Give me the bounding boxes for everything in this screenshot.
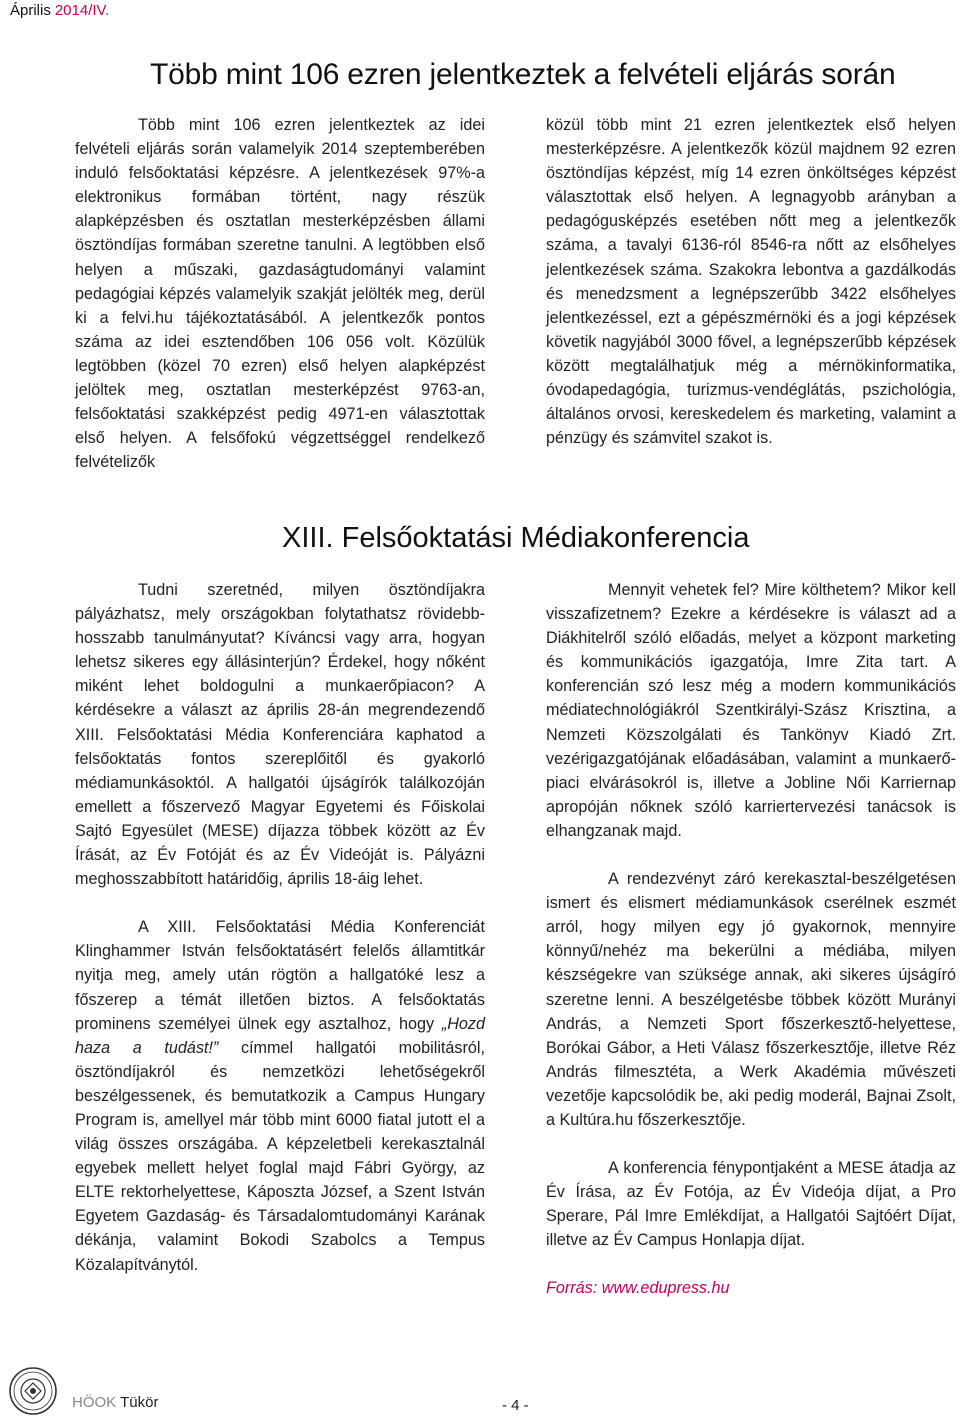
header-issue: 2014/IV. <box>54 2 110 19</box>
hook-seal-logo-icon <box>8 1366 58 1416</box>
article2-left-p2-start: A XIII. Felsőoktatási Média Konferenciát Klinghammer István felsőoktatásért felelős államtitkár nyitja meg, amely után rögtön a hallgatóké lesz a főszerep a témát illetően biztos. A felsőoktatás prominens személyei ülnek egy asztalhoz, hogy <box>75 918 485 1033</box>
article2-left-paragraph-2 <box>75 915 485 1276</box>
footer-brand-suffix: Tükör <box>120 1394 159 1411</box>
article-title-applications: Több mint 106 ezren jelentkeztek a felvételi eljárás során <box>150 58 896 91</box>
source-link[interactable]: Forrás: www.edupress.hu <box>546 1279 730 1298</box>
page-header <box>10 2 109 19</box>
article2-right-column <box>546 578 956 1301</box>
article1-left-column <box>75 113 485 474</box>
article2-left-paragraph-1: Tudni szeretnéd, milyen ösztöndíjakra pályázhatsz, mely országokban folytathatsz rövidebb-hosszabb tanulmányutat? Kíváncsi vagy arra, hogyan lehetsz sikeres egy állásinterjún? Érdekel, hogy nőként miként lehet boldogulni a munkaerőpiacon? A kérdésekre a választ az április 28-án megrendezendő XIII. Felsőoktatási Média Konferenciára kaphatod a felsőoktatás fontos szereplőitől és gyakorló médiamunkásoktól. A hallgatói újságírók találkozóján emellett a főszervező Magyar Egyetemi és Főiskolai Sajtó Egyesület (MESE) díjazza többek között az Év Írását, az Év Fotóját és az Év Videóját is. Pályázni meghosszabbított határidőig, április 18-áig lehet. <box>75 581 485 889</box>
footer-brand <box>72 1394 158 1411</box>
article2-right-paragraph-3: A konferencia fénypontjaként a MESE átadja az Év Írása, az Év Fotója, az Év Videója díjat, a Pro Sperare, Pál Imre Emlékdíjat, a Hallgatói Sajtóért Díjat, illetve az Év Campus Honlapja díjat. <box>546 1159 956 1250</box>
article2-left-column <box>75 578 485 1277</box>
article-title-media-conference: XIII. Felsőoktatási Médiakonferencia <box>282 522 750 554</box>
article1-right-paragraph: közül több mint 21 ezren jelentkeztek első helyen mesterképzésre. A jelentkezők közül majdnem 92 ezren ösztöndíjas képzést, míg 14 ezren önköltséges képzést választottak első helyen. A legnagyobb arányban a pedagógusképzés esetében nőtt meg a jelentkezők száma, a tavalyi 6136-ról 8546-ra nőtt az elsőhelyes jelentkezések száma. Szakokra lebontva a gazdálkodás és menedzsment a legnépszerűbb 3422 elsőhelyes jelentkezéssel, ezt a gépészmérnöki és a jogi képzések követik nagyjából 3000 fővel, a legnépszerűbb képzések között megtalálhatjuk még a mérnökinformatika, óvodapedagógia, turizmus-vendéglátás, pszichológia, általános orvosi, kereskedelem és marketing, valamint a pénzügy és számvitel szakot is. <box>546 116 956 448</box>
article1-left-paragraph: Több mint 106 ezren jelentkeztek az idei felvételi eljárás során valamelyik 2014 szeptemberében induló felsőoktatási képzésre. A jelentkezések 97%-a elektronikus formában történt, nagy részük alapképzésben és osztatlan mesterképzésben állami ösztöndíjas formában szeretne tanulni. A legtöbben első helyen a műszaki, gazdaságtudományi valamint pedagógiai képzés valamelyik szakját jelölték meg, derül ki a felvi.hu tájékoztatásából. A jelentkezők pontos száma az idei esztendőben 106 056 volt. Közülük legtöbben (közel 70 ezren) első helyen alapképzést jelöltek meg, osztatlan mesterképzést 9763-an, felsőoktatási szakképzést pedig 4971-en választottak első helyen. A felsőfokú végzettséggel rendelkező felvételizők <box>75 116 485 472</box>
article2-right-paragraph-2: A rendezvényt záró kerekasztal-beszélgetésen ismert és elismert médiamunkások cserélnek eszmét arról, hogy milyen egy jó gyakornok, mennyire könnyű/nehéz ma bekerülni a médiába, milyen készségekre van szüksége annak, aki sikeres újságíró szeretne lenni. A beszélgetésbe többek között Murányi András, a Nemzeti Sport főszerkesztő-helyettese, Borókai Gábor, a Heti Válasz főszerkesztője, illetve Réz András filmesztéta, a Werk Akadémia művészeti vezetője kapcsolódik be, aki pedig moderál, Bajnai Zsolt, a Kultúra.hu főszerkesztője. <box>546 870 956 1129</box>
page-number: - 4 - <box>502 1397 529 1414</box>
header-month: Április <box>10 2 51 19</box>
quoted-event-title: „Hozd haza a tudást!” <box>75 1014 485 1057</box>
article2-left-p2-end: címmel hallgatói mobilitásról, ösztöndíjakról és nemzetközi lehetőségekről beszélgessenek, és bemutatkozik a Campus Hungary Program is, amellyel már több mint 6000 fiatal jutott el a világ összes országába. A képzeletbeli kerekasztalnál egyebek mellett helyet foglal majd Fábri György, az ELTE rektorhelyettese, Káposzta József, a Szent István Egyetem Gazdaság- és Társadalomtudományi Karának dékánja, valamint Bokodi Szabolcs a Tempus Közalapítványtól. <box>75 1038 485 1274</box>
article1-right-column <box>546 113 956 450</box>
article2-right-paragraph-1: Mennyit vehetek fel? Mire költhetem? Mikor kell visszafizetnem? Ezekre a kérdésekre is választ ad a Diákhitelről szóló előadás, melyet a központ marketing és kommunikációs igazgatója, Imre Zita tart. A konferencián szó lesz még a modern kommunikációs médiatechnológiákról Szentkirályi-Szász Krisztina, a Nemzeti Közszolgálati és Tankönyv Kiadó Zrt. vezérigazgatójának előadásában, valamint a munkaerő-piaci elvárásokról is, illetve a Jobline Női Karriernap apropóján nőknek szóló karriertervezési tanácsok is elhangzanak majd. <box>546 581 956 840</box>
footer-brand-prefix: HÖOK <box>72 1394 117 1411</box>
